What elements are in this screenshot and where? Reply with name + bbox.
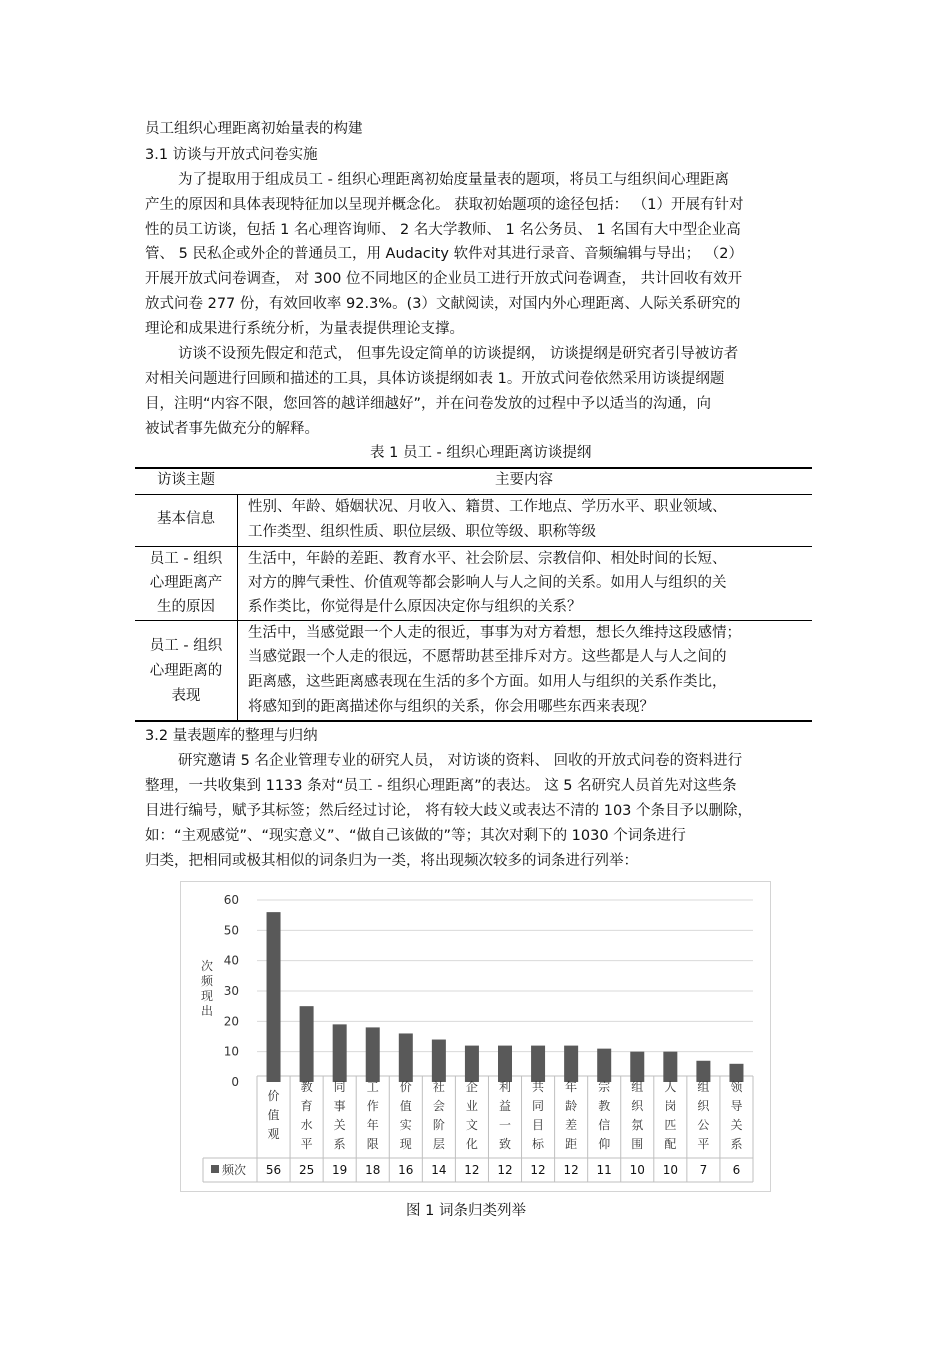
value-label: 25 bbox=[298, 1163, 315, 1177]
section-title: 员工组织心理距离初始量表的构建 bbox=[145, 121, 363, 137]
value-label: 56 bbox=[265, 1163, 282, 1177]
x-category-label-char: 层 bbox=[432, 1137, 445, 1151]
x-category-label-char: 距 bbox=[565, 1137, 578, 1151]
paragraph-3-line: 目进行编号，赋予其标签；然后经过讨论， 将有较大歧义或表达不清的 103 个条目予以删除， bbox=[145, 803, 752, 819]
x-category-label-char: 化 bbox=[465, 1137, 478, 1151]
y-tick-label: 20 bbox=[223, 1014, 239, 1029]
x-category-label-char: 标 bbox=[532, 1137, 545, 1151]
x-category-label-char: 利 bbox=[498, 1080, 512, 1094]
table-row-topic: 心理距离的 bbox=[149, 663, 223, 679]
y-tick-label: 10 bbox=[223, 1044, 239, 1059]
table-row-content: 当感觉跟一个人走的很远，不愿帮助甚至排斥对方。这些都是人与人之间的 bbox=[248, 649, 727, 665]
table-row-content: 距离感，这些距离感表现在生活的多个方面。如用人与组织的关系作类比， bbox=[248, 674, 727, 690]
x-category-label-char: 织 bbox=[697, 1099, 710, 1113]
x-category-label-char: 阶 bbox=[432, 1118, 445, 1132]
table-bottom-rule bbox=[135, 720, 812, 722]
x-category-label-char: 会 bbox=[432, 1099, 445, 1113]
value-label: 7 bbox=[699, 1163, 708, 1177]
x-category-label-char: 关 bbox=[333, 1118, 346, 1132]
paragraph-3-line: 研究邀请 5 名企业管理专业的研究人员， 对访谈的资料、 回收的开放式问卷的资料进行 bbox=[178, 753, 743, 769]
table-row-content: 将感知到的距离描述你与组织的关系，你会用哪些东西来表现？ bbox=[248, 699, 654, 715]
table-row-content: 系作类比，你觉得是什么原因决定你与组织的关系？ bbox=[248, 599, 582, 615]
value-label: 19 bbox=[332, 1163, 348, 1177]
paragraph-2-line: 目，注明“内容不限，您回答的越详细越好”，并在问卷发放的过程中予以适当的沟通，向 bbox=[145, 396, 712, 412]
paragraph-1-line: 产生的原因和具体表现特征加以呈现并概念化。 获取初始题项的途径包括： （1）开展有针对 bbox=[145, 197, 744, 213]
bar bbox=[366, 1027, 380, 1082]
subsection-3-1-heading: 3.1 访谈与开放式问卷实施 bbox=[145, 147, 318, 163]
x-category-label-char: 价 bbox=[267, 1089, 280, 1103]
x-category-label-char: 匹 bbox=[664, 1118, 677, 1132]
x-category-label-char: 益 bbox=[498, 1099, 512, 1113]
x-category-label-char: 教 bbox=[300, 1080, 313, 1094]
paragraph-3-line: 如：“主观感觉”、“现实意义”、“做自己该做的”等；其次对剩下的 1030 个词条进行 bbox=[145, 828, 686, 844]
y-axis-label-char: 次 bbox=[200, 959, 214, 973]
table-row-topic: 员工 - 组织 bbox=[149, 638, 223, 654]
table-row-content: 生活中，年龄的差距、教育水平、社会阶层、宗教信仰、相处时间的长短、 bbox=[248, 551, 727, 567]
x-category-label-char: 组 bbox=[631, 1080, 644, 1094]
chart-frame bbox=[180, 881, 771, 1192]
x-category-label-char: 文 bbox=[465, 1118, 478, 1132]
x-category-label-char: 导 bbox=[730, 1099, 743, 1113]
x-category-label-char: 一 bbox=[498, 1118, 512, 1132]
y-axis-label-char: 频 bbox=[200, 974, 214, 988]
value-label: 12 bbox=[464, 1163, 480, 1177]
bar bbox=[300, 1006, 314, 1082]
x-category-label-char: 围 bbox=[631, 1137, 644, 1151]
table-row-topic: 员工 - 组织 bbox=[149, 551, 223, 567]
paragraph-1-line: 放式问卷 277 份，有效回收率 92.3%。(3）文献阅读，对国内外心理距离、人际关系研究的 bbox=[145, 296, 741, 312]
paragraph-3-line: 整理，一共收集到 1133 条对“员工 - 组织心理距离”的表达。 这 5 名研究人员首先对这些条 bbox=[145, 778, 737, 794]
bar bbox=[597, 1049, 611, 1082]
table-column-divider bbox=[237, 494, 238, 720]
x-category-label-char: 年 bbox=[366, 1118, 379, 1132]
x-category-label-char: 育 bbox=[300, 1099, 313, 1113]
table-row-content: 生活中，当感觉跟一个人走的很近，事事为对方着想，想长久维持这段感情； bbox=[248, 625, 741, 641]
paragraph-1-line: 性的员工访谈，包括 1 名心理咨询师、 2 名大学教师、 1 名公务员、 1 名国有大中型企业高 bbox=[145, 222, 741, 238]
table-caption: 表 1 员工 - 组织心理距离访谈提纲 bbox=[370, 445, 592, 461]
table-header-content: 主要内容 bbox=[495, 472, 553, 488]
x-category-label-char: 值 bbox=[267, 1108, 280, 1122]
x-category-label-char: 仰 bbox=[598, 1137, 611, 1151]
value-label: 12 bbox=[563, 1163, 579, 1177]
bar-chart bbox=[181, 882, 770, 1191]
y-tick-label: 40 bbox=[223, 953, 239, 968]
paragraph-1-line: 管、 5 民私企或外企的普通员工，用 Audacity 软件对其进行录音、音频编辑与导出； （2） bbox=[145, 246, 743, 262]
table-row-content: 对方的脾气秉性、价值观等都会影响人与人之间的关系。如用人与组织的关 bbox=[248, 575, 727, 591]
bar bbox=[498, 1046, 512, 1082]
y-axis-label-char: 现 bbox=[200, 989, 214, 1003]
x-category-label-char: 人 bbox=[664, 1080, 677, 1094]
x-category-label-char: 领 bbox=[730, 1080, 743, 1094]
x-category-label-char: 工 bbox=[366, 1080, 379, 1094]
table-row-topic: 心理距离产 bbox=[149, 575, 223, 591]
table-header-topic: 访谈主题 bbox=[157, 472, 215, 488]
x-category-label-char: 观 bbox=[267, 1127, 280, 1141]
x-category-label-char: 教 bbox=[598, 1099, 611, 1113]
x-category-label-char: 龄 bbox=[565, 1099, 578, 1113]
x-category-label-char: 同 bbox=[532, 1099, 545, 1113]
bar bbox=[531, 1046, 545, 1082]
paragraph-2-line: 被试者事先做充分的解释。 bbox=[145, 421, 319, 437]
bar bbox=[630, 1052, 644, 1082]
x-category-label-char: 系 bbox=[730, 1137, 743, 1151]
paragraph-1-line: 理论和成果进行系统分析，为量表提供理论支撑。 bbox=[145, 321, 464, 337]
value-label: 10 bbox=[629, 1163, 645, 1177]
x-category-label-char: 差 bbox=[565, 1118, 578, 1132]
x-category-label-char: 平 bbox=[697, 1137, 710, 1151]
x-category-label-char: 致 bbox=[498, 1137, 512, 1151]
x-category-label-char: 组 bbox=[697, 1080, 710, 1094]
x-category-label-char: 系 bbox=[333, 1137, 346, 1151]
value-label: 11 bbox=[596, 1163, 612, 1177]
x-category-label-char: 氛 bbox=[631, 1118, 644, 1132]
value-label: 14 bbox=[431, 1163, 447, 1177]
x-category-label-char: 平 bbox=[300, 1137, 313, 1151]
x-category-label-char: 公 bbox=[697, 1118, 710, 1132]
x-category-label-char: 目 bbox=[532, 1118, 545, 1132]
legend-label: 频次 bbox=[222, 1163, 247, 1177]
table-row-content: 工作类型、组织性质、职位层级、职位等级、职称等级 bbox=[248, 524, 596, 540]
x-category-label-char: 社 bbox=[432, 1080, 445, 1094]
table-row-topic: 表现 bbox=[171, 688, 201, 704]
y-tick-label: 60 bbox=[223, 893, 239, 907]
paragraph-2-line: 访谈不设预先假定和范式， 但事先设定简单的访谈提纲， 访谈提纲是研究者引导被访者 bbox=[178, 346, 739, 362]
x-category-label-char: 水 bbox=[300, 1118, 313, 1132]
value-label: 12 bbox=[497, 1163, 513, 1177]
table-row-topic: 生的原因 bbox=[157, 599, 215, 615]
x-category-label-char: 企 bbox=[465, 1080, 478, 1094]
bar bbox=[432, 1040, 446, 1082]
y-tick-label: 50 bbox=[223, 923, 239, 938]
value-label: 16 bbox=[398, 1163, 414, 1177]
x-category-label-char: 价 bbox=[399, 1080, 412, 1094]
x-category-label-char: 限 bbox=[366, 1137, 379, 1151]
x-category-label-char: 作 bbox=[366, 1099, 379, 1113]
bar bbox=[696, 1061, 710, 1082]
figure-caption: 图 1 词条归类列举 bbox=[406, 1203, 526, 1219]
x-category-label-char: 共 bbox=[532, 1080, 545, 1094]
y-tick-label: 30 bbox=[223, 984, 239, 998]
bar bbox=[465, 1046, 479, 1082]
x-category-label-char: 关 bbox=[730, 1118, 743, 1132]
x-category-label-char: 年 bbox=[565, 1080, 578, 1094]
y-axis-label-char: 出 bbox=[200, 1004, 214, 1018]
x-category-label-char: 业 bbox=[465, 1099, 478, 1113]
paragraph-1-line: 为了提取用于组成员工 - 组织心理距离初始度量量表的题项，将员工与组织间心理距离 bbox=[178, 172, 729, 188]
paragraph-3-line: 归类，把相同或极其相似的词条归为一类，将出现频次较多的词条进行列举： bbox=[145, 853, 638, 869]
x-category-label-char: 织 bbox=[631, 1099, 644, 1113]
subsection-3-2-heading: 3.2 量表题库的整理与归纳 bbox=[145, 728, 318, 744]
value-label: 10 bbox=[662, 1163, 678, 1177]
value-label: 6 bbox=[732, 1163, 741, 1177]
x-category-label-char: 岗 bbox=[664, 1099, 677, 1113]
x-category-label-char: 值 bbox=[399, 1099, 412, 1113]
bar bbox=[663, 1052, 677, 1082]
paragraph-1-line: 开展开放式问卷调查， 对 300 位不同地区的企业员工进行开放式问卷调查， 共计回收有效开 bbox=[145, 271, 743, 287]
value-label: 12 bbox=[530, 1163, 546, 1177]
x-category-label-char: 实 bbox=[399, 1118, 412, 1132]
y-tick-label: 0 bbox=[231, 1075, 239, 1089]
bar bbox=[333, 1024, 347, 1082]
x-category-label-char: 同 bbox=[333, 1080, 346, 1094]
paragraph-2-line: 对相关问题进行回顾和描述的工具，具体访谈提纲如表 1。开放式问卷依然采用访谈提纲题 bbox=[145, 371, 725, 387]
legend-swatch bbox=[211, 1165, 219, 1173]
bar bbox=[399, 1033, 413, 1082]
table-row-topic: 基本信息 bbox=[157, 511, 215, 527]
table-row-content: 性别、年龄、婚姻状况、月收入、籍贯、工作地点、学历水平、职业领域、 bbox=[248, 499, 727, 515]
x-category-label-char: 事 bbox=[333, 1099, 346, 1113]
x-category-label-char: 现 bbox=[399, 1137, 412, 1151]
bar bbox=[564, 1046, 578, 1082]
x-category-label-char: 宗 bbox=[598, 1080, 611, 1094]
x-category-label-char: 信 bbox=[598, 1118, 611, 1132]
bar bbox=[267, 912, 281, 1082]
value-label: 18 bbox=[365, 1163, 381, 1177]
x-category-label-char: 配 bbox=[664, 1137, 677, 1151]
